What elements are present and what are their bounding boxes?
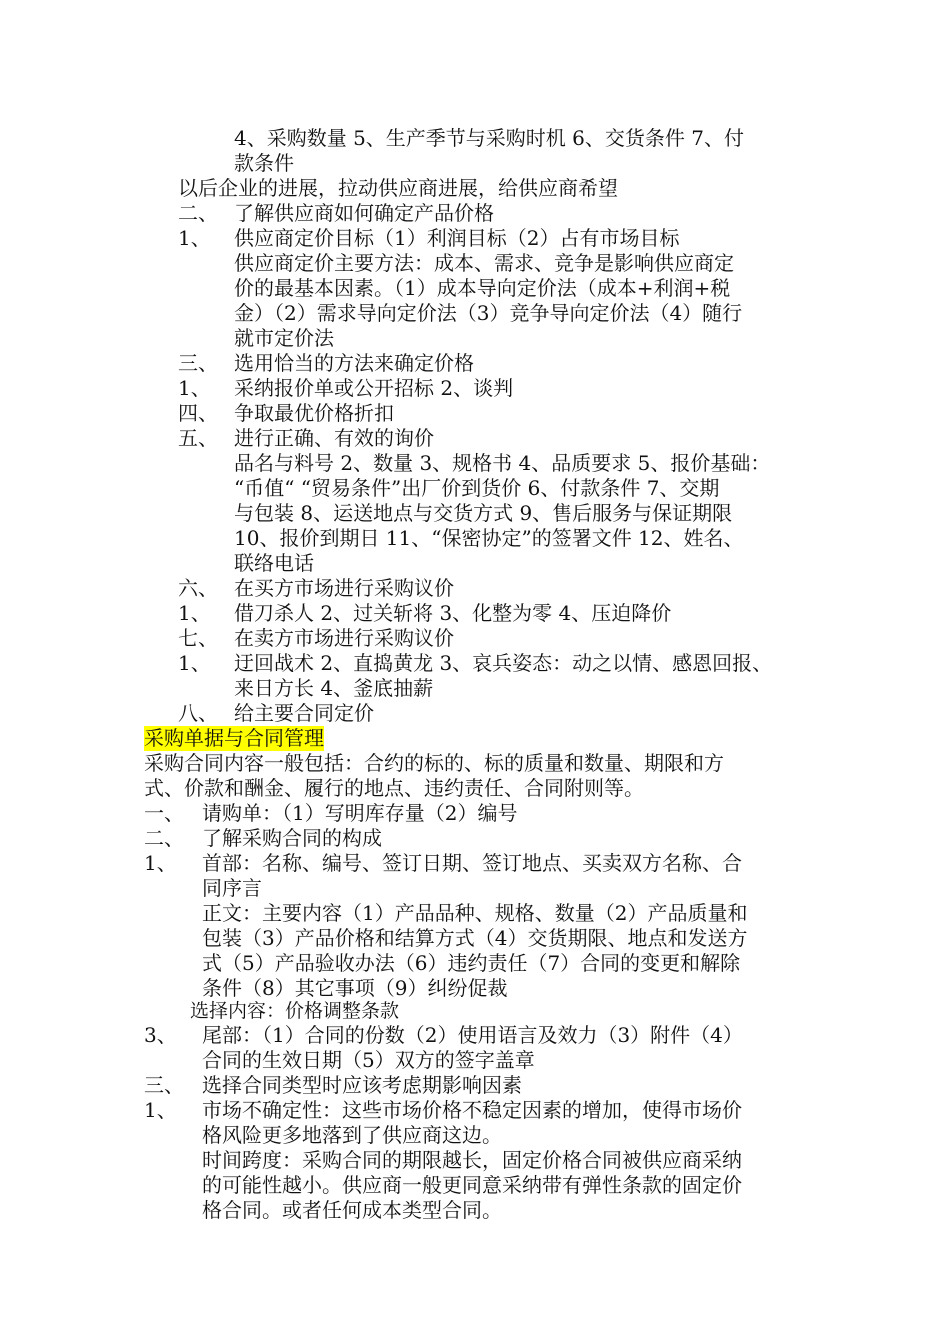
item-number: 1、 <box>144 1098 177 1122</box>
text-line: 条件（8）其它事项（9）纠纷促裁 <box>202 976 508 1000</box>
section-heading: 请购单：（1）写明库存量（2）编号 <box>202 801 518 825</box>
text-line: 以后企业的进展，拉动供应商进展，给供应商希望 <box>178 176 618 200</box>
text-line: 4、采购数量 5、生产季节与采购时机 6、交货条件 7、付 <box>234 126 744 150</box>
section-number: 六、 <box>178 576 218 600</box>
section-number: 三、 <box>178 351 218 375</box>
section-heading: 了解采购合同的构成 <box>202 826 382 850</box>
section-number: 七、 <box>178 626 218 650</box>
item-text: 供应商定价目标（1）利润目标（2）占有市场目标 <box>234 226 680 250</box>
text-line: 格风险更多地落到了供应商这边。 <box>202 1123 502 1147</box>
text-line: 10、报价到期日 11、“保密协定”的签署文件 12、姓名、 <box>234 526 744 550</box>
section-number: 一、 <box>144 801 184 825</box>
text-line: 合同的生效日期（5）双方的签字盖章 <box>202 1048 535 1072</box>
item-number: 1、 <box>178 376 211 400</box>
text-line: 采购合同内容一般包括：合约的标的、标的质量和数量、期限和方 <box>144 751 724 775</box>
section-heading: 了解供应商如何确定产品价格 <box>234 201 494 225</box>
text-line: 式、价款和酬金、履行的地点、违约责任、合同附则等。 <box>144 776 644 800</box>
section-heading: 在买方市场进行采购议价 <box>234 576 454 600</box>
item-number: 1、 <box>178 601 211 625</box>
text-line: 供应商定价主要方法：成本、需求、竞争是影响供应商定 <box>234 251 734 275</box>
text-line: 选择内容：价格调整条款 <box>190 1000 400 1022</box>
item-text: 借刀杀人 2、过关斩将 3、化整为零 4、压迫降价 <box>234 601 672 625</box>
section-heading: 选择合同类型时应该考虑期影响因素 <box>202 1073 522 1097</box>
text-line: 联络电话 <box>234 551 314 575</box>
text-line: 金）（2）需求导向定价法（3）竞争导向定价法（4）随行 <box>234 301 743 325</box>
item-text: 市场不确定性：这些市场价格不稳定因素的增加，使得市场价 <box>202 1098 742 1122</box>
item-number: 1、 <box>178 651 211 675</box>
section-heading: 争取最优价格折扣 <box>234 401 394 425</box>
highlighted-heading: 采购单据与合同管理 <box>144 726 324 750</box>
section-heading: 在卖方市场进行采购议价 <box>234 626 454 650</box>
section-number: 二、 <box>178 201 218 225</box>
text-line: 价的最基本因素。（1）成本导向定价法（成本+利润+税 <box>234 276 731 300</box>
section-number: 八、 <box>178 701 218 725</box>
section-heading: 给主要合同定价 <box>234 701 374 725</box>
text-line: 就市定价法 <box>234 326 334 350</box>
item-text: 首部：名称、编号、签订日期、签订地点、买卖双方名称、合 <box>202 851 742 875</box>
text-line: 正文：主要内容（1）产品品种、规格、数量（2）产品质量和 <box>202 901 748 925</box>
text-line: 格合同。或者任何成本类型合同。 <box>202 1198 502 1222</box>
item-number: 3、 <box>144 1023 177 1047</box>
section-number: 二、 <box>144 826 184 850</box>
text-line: 时间跨度：采购合同的期限越长，固定价格合同被供应商采纳 <box>202 1148 742 1172</box>
text-line: 的可能性越小。供应商一般更同意采纳带有弹性条款的固定价 <box>202 1173 742 1197</box>
text-line: 式（5）产品验收办法（6）违约责任（7）合同的变更和解除 <box>202 951 741 975</box>
section-number: 五、 <box>178 426 218 450</box>
text-line: 与包装 8、运送地点与交货方式 9、售后服务与保证期限 <box>234 501 733 525</box>
section-number: 三、 <box>144 1073 184 1097</box>
section-heading: 选用恰当的方法来确定价格 <box>234 351 474 375</box>
section-heading: 进行正确、有效的询价 <box>234 426 434 450</box>
text-line: 款条件 <box>234 151 294 175</box>
text-line: “币值“ “贸易条件”出厂价到货价 6、付款条件 7、交期 <box>234 476 720 500</box>
section-number: 四、 <box>178 401 218 425</box>
text-line: 同序言 <box>202 876 262 900</box>
text-line: 包装（3）产品价格和结算方式（4）交货期限、地点和发送方 <box>202 926 748 950</box>
text-line: 来日方长 4、釜底抽薪 <box>234 676 434 700</box>
item-number: 1、 <box>178 226 211 250</box>
item-text: 采纳报价单或公开招标 2、谈判 <box>234 376 514 400</box>
item-text: 尾部：（1）合同的份数（2）使用语言及效力（3）附件（4） <box>202 1023 743 1047</box>
item-number: 1、 <box>144 851 177 875</box>
text-line: 品名与料号 2、数量 3、规格书 4、品质要求 5、报价基础： <box>234 451 771 475</box>
item-text: 迂回战术 2、直捣黄龙 3、哀兵姿态：动之以情、感恩回报、 <box>234 651 773 675</box>
